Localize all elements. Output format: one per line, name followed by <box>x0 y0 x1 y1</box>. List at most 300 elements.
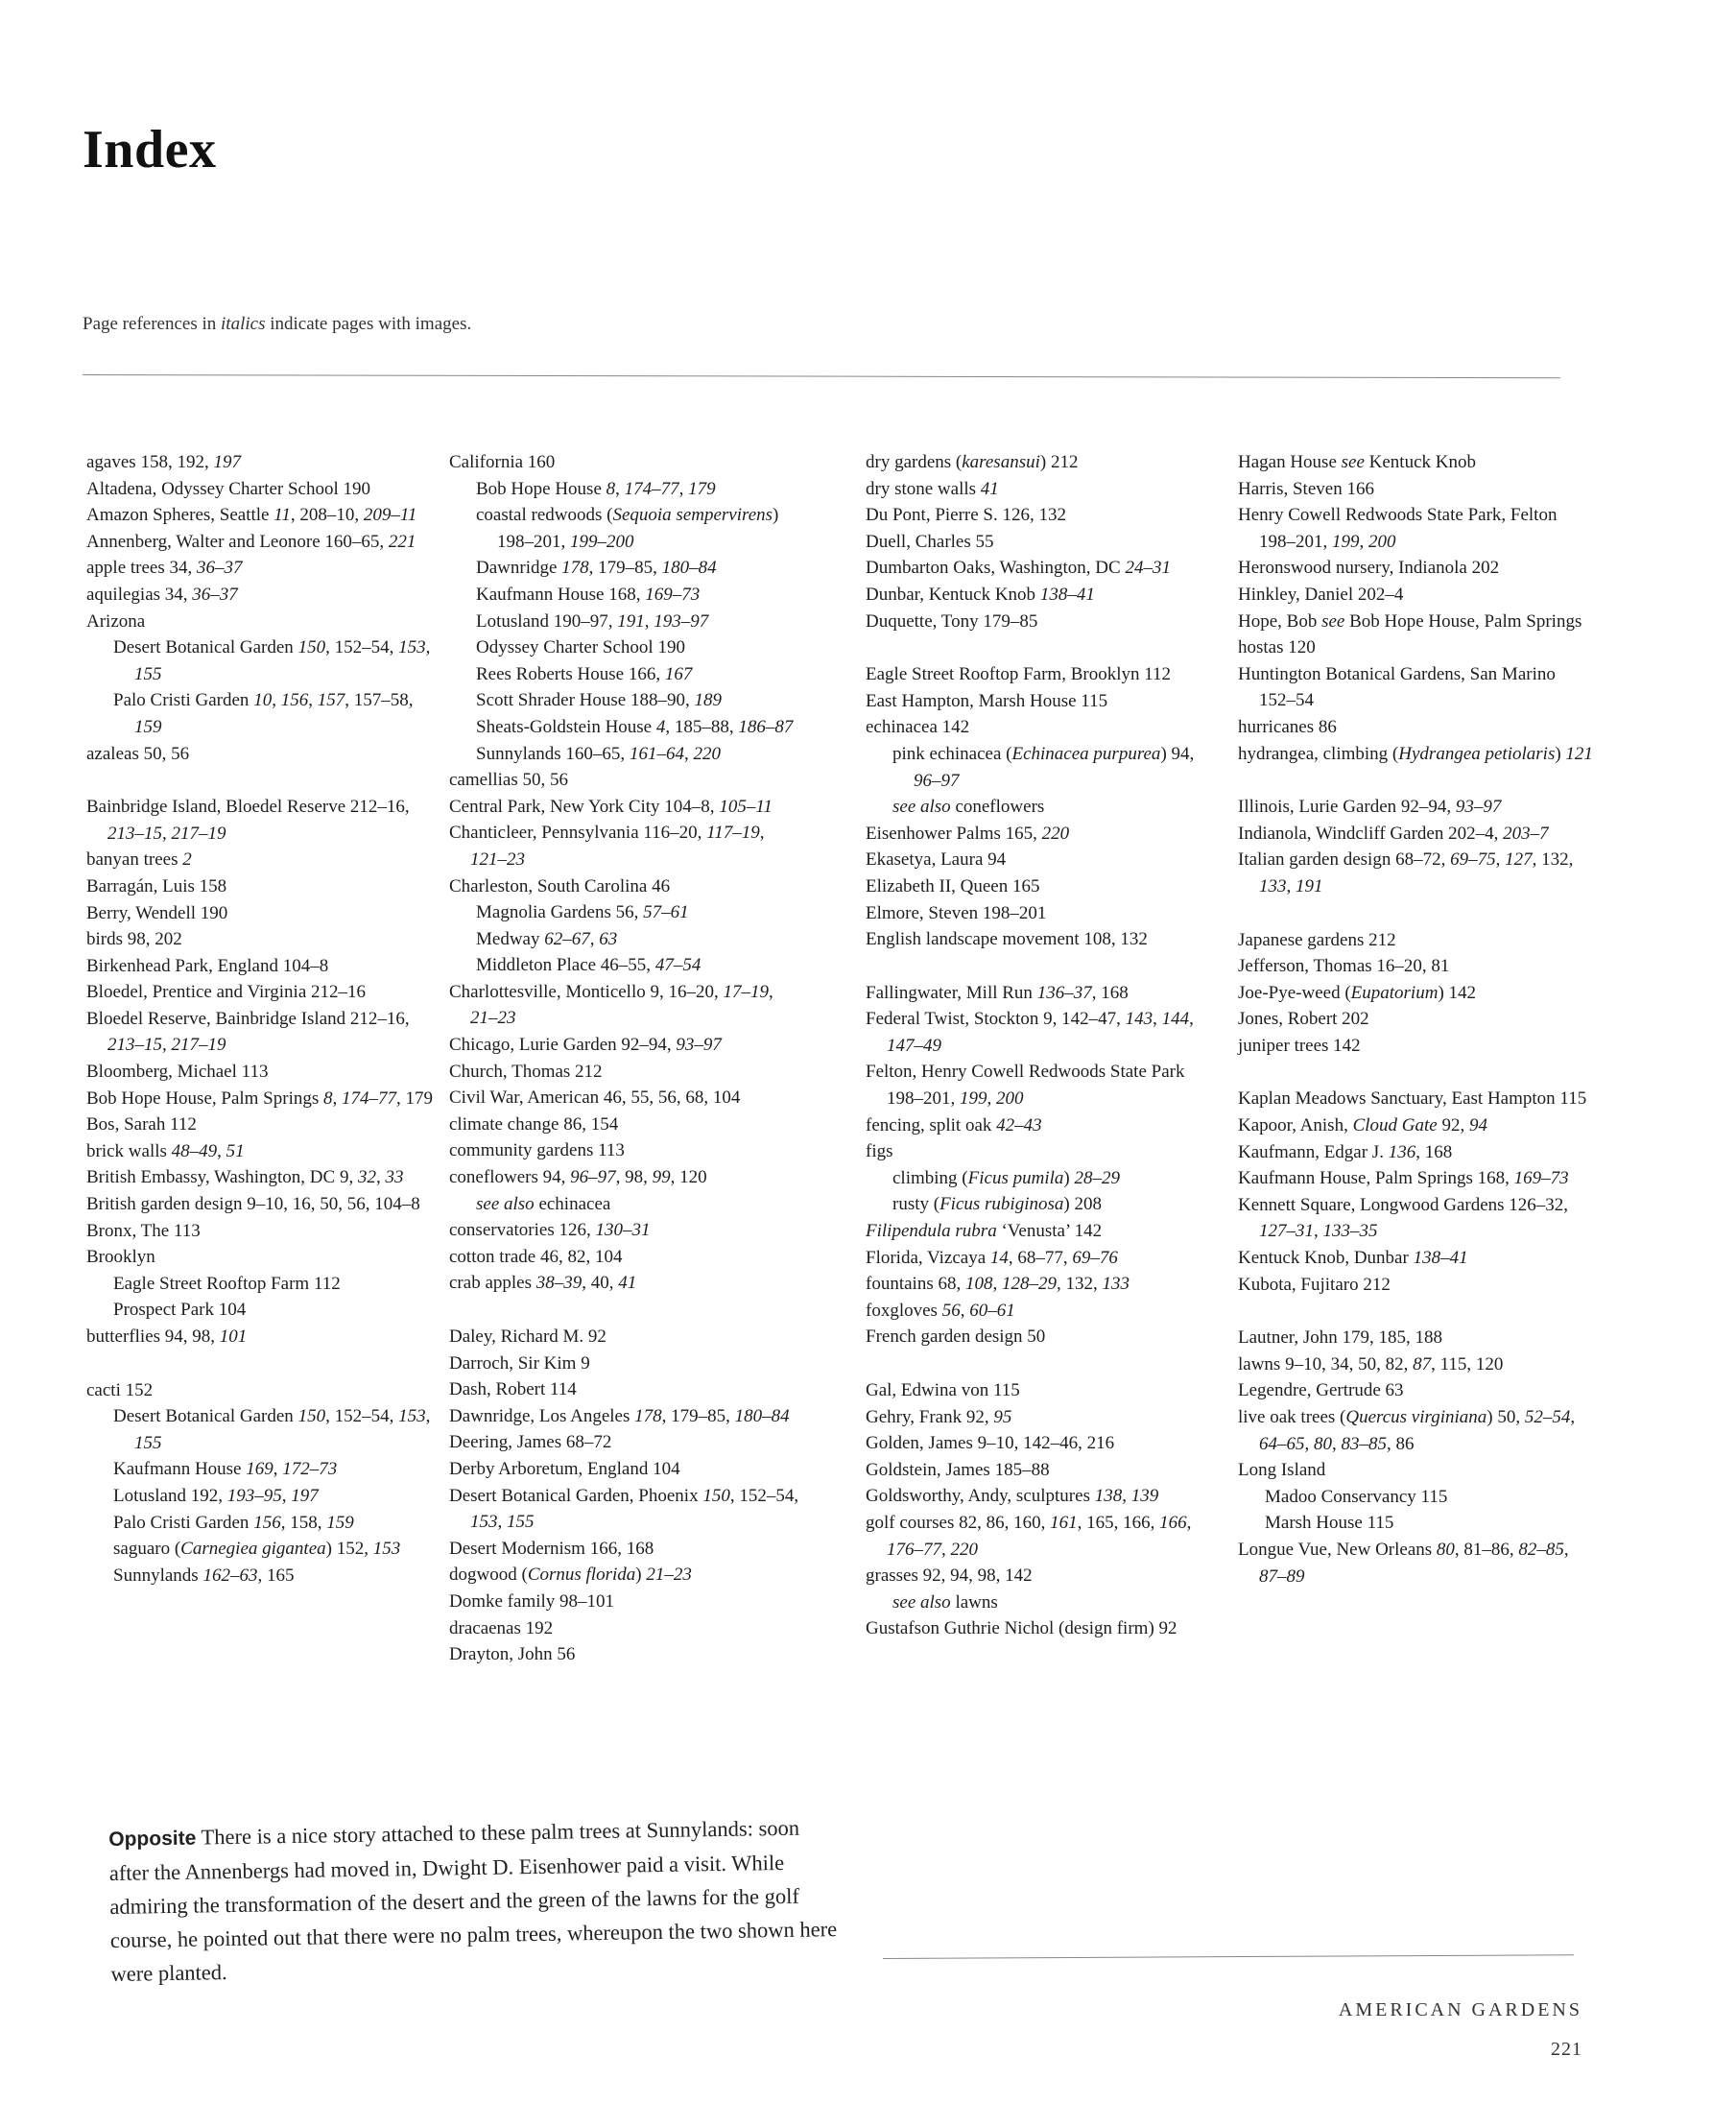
index-entry <box>1238 794 1593 821</box>
index-entry <box>866 900 1221 927</box>
entry-text: Desert Botanical Garden, Phoenix <box>449 1485 703 1506</box>
index-entry <box>1238 1377 1593 1404</box>
entry-text: climate change 86, 154 <box>449 1113 619 1135</box>
index-note-before: Page references in <box>83 314 222 334</box>
entry-italic-text: see <box>1341 452 1365 472</box>
entry-italic-text: Cornus florida <box>527 1565 636 1586</box>
index-entry <box>449 449 804 476</box>
index-entry <box>1238 1033 1593 1060</box>
entry-text: , <box>425 637 431 658</box>
index-entry <box>86 873 441 900</box>
index-subentry <box>449 926 804 953</box>
index-entry <box>449 1244 804 1271</box>
entry-text: camellias 50, 56 <box>449 770 568 791</box>
entry-italic-text: 80 <box>1436 1539 1455 1560</box>
entry-italic-text: 155 <box>507 1512 535 1533</box>
entry-italic-text: 153 <box>398 1406 426 1427</box>
entry-text: , <box>281 1485 292 1506</box>
entry-italic-text: see also <box>476 1193 535 1214</box>
index-subentry <box>449 661 804 688</box>
entry-text: , <box>1495 849 1506 871</box>
index-subentry <box>449 582 804 609</box>
index-subentry <box>866 794 1221 821</box>
entry-text: Birkenhead Park, England 104–8 <box>86 955 329 976</box>
entry-text: Lotusland 190–97, <box>476 610 618 632</box>
entry-text: , <box>332 1087 342 1109</box>
entry-text: , 40, <box>582 1273 619 1294</box>
entry-text: Longue Vue, New Orleans <box>1238 1539 1437 1560</box>
entry-italic-text: 17–19 <box>723 981 769 1002</box>
entry-italic-text: 139 <box>1130 1486 1159 1507</box>
entry-italic-text: 150 <box>297 1406 326 1427</box>
index-entry <box>866 609 1221 635</box>
index-entry <box>866 1510 1221 1563</box>
index-entry <box>449 1059 804 1086</box>
index-entry <box>449 1085 804 1111</box>
index-entry <box>866 926 1221 953</box>
entry-text: , 165 <box>257 1565 295 1586</box>
entry-italic-text: Filipendula rubra <box>866 1221 997 1242</box>
entry-italic-text: 191 <box>617 610 645 632</box>
index-entry <box>449 1324 804 1350</box>
entry-italic-text: 199–200 <box>570 531 634 552</box>
entry-text: , 158, <box>280 1512 327 1533</box>
index-subentry <box>86 687 441 740</box>
entry-italic-text: 147–49 <box>887 1035 941 1056</box>
entry-text: ) 50, <box>1486 1407 1525 1427</box>
entry-text: Gustafson Guthrie Nichol (design firm) 92 <box>866 1618 1177 1639</box>
entry-italic-text: see also <box>892 797 951 818</box>
index-entry <box>449 1456 804 1483</box>
index-entry <box>866 582 1221 609</box>
index-entry <box>449 1403 804 1430</box>
index-entry <box>86 953 441 980</box>
entry-italic-text: 56 <box>941 1300 961 1321</box>
entry-text: fountains 68, <box>866 1274 965 1295</box>
index-entry <box>449 979 804 1032</box>
index-entry <box>866 1324 1221 1350</box>
entry-italic-text: 176–77 <box>887 1539 941 1560</box>
entry-italic-text: 87 <box>1413 1353 1432 1374</box>
entry-text: 92, <box>1437 1115 1469 1136</box>
entry-text: Goldsworthy, Andy, sculptures <box>866 1486 1095 1507</box>
entry-text: Magnolia Gardens 56, <box>476 902 644 923</box>
entry-text: Elmore, Steven 198–201 <box>866 902 1047 923</box>
entry-italic-text: Eupatorium <box>1350 982 1439 1003</box>
index-entry <box>1238 1006 1593 1033</box>
entry-text: , <box>992 1274 1002 1295</box>
index-entry <box>86 741 441 768</box>
entry-italic-text: 127–31 <box>1259 1221 1314 1242</box>
entry-italic-text: 166 <box>1159 1512 1187 1533</box>
entry-text: , 132, <box>1532 849 1574 871</box>
index-entry <box>866 1483 1221 1510</box>
entry-italic-text: Ficus pumila <box>967 1167 1064 1188</box>
index-entry <box>866 661 1221 688</box>
entry-text: , <box>162 823 172 844</box>
entry-text: , <box>589 928 600 949</box>
index-entry <box>1238 741 1593 768</box>
entry-italic-text: 87–89 <box>1259 1565 1305 1587</box>
index-subentry <box>866 1191 1221 1218</box>
entry-text: Deering, James 68–72 <box>449 1432 612 1453</box>
entry-italic-text: 127 <box>1505 849 1533 871</box>
entry-text: birds 98, 202 <box>86 929 182 950</box>
entry-text: , 168 <box>1091 982 1129 1003</box>
entry-italic-text: 96–97 <box>570 1167 616 1188</box>
entry-text: Ekasetya, Laura 94 <box>866 849 1007 871</box>
entry-italic-text: 213–15 <box>107 823 162 844</box>
entry-text: lawns 9–10, 34, 50, 82, <box>1238 1353 1414 1374</box>
entry-italic-text: 169–73 <box>1513 1168 1569 1189</box>
entry-text: Kaplan Meadows Sanctuary, East Hampton 115 <box>1238 1088 1587 1110</box>
entry-italic-text: 82–85 <box>1518 1539 1564 1560</box>
entry-italic-text: 172–73 <box>282 1459 338 1480</box>
index-subentry <box>86 1483 441 1510</box>
entry-text: , 165, 166, <box>1077 1512 1160 1533</box>
entry-text: Dawnridge <box>476 558 562 579</box>
entry-text: Eisenhower Palms 165, <box>866 823 1042 844</box>
entry-italic-text: 189 <box>694 690 722 711</box>
entry-text: Altadena, Odyssey Charter School 190 <box>86 478 371 499</box>
entry-italic-text: 133–35 <box>1322 1221 1378 1242</box>
entry-text: Hagan House <box>1238 452 1342 472</box>
entry-text: , 179 <box>396 1087 433 1109</box>
entry-text: Federal Twist, Stockton 9, 142–47, <box>866 1009 1126 1030</box>
entry-italic-text: 69–76 <box>1072 1247 1118 1268</box>
entry-italic-text: 133 <box>1259 875 1287 896</box>
index-entry <box>86 1324 441 1350</box>
running-head: AMERICAN GARDENS <box>1338 1999 1582 2020</box>
entry-text: , <box>1153 1009 1162 1030</box>
index-entry <box>866 1218 1221 1245</box>
index-subentry <box>449 555 804 582</box>
entry-text: Drayton, John 56 <box>449 1644 576 1665</box>
entry-text: Central Park, New York City 104–8, <box>449 796 720 817</box>
entry-text: Bloedel, Prentice and Virginia 212–16 <box>86 982 367 1003</box>
entry-text: Amazon Spheres, Seattle <box>86 505 274 526</box>
entry-text: hydrangea, climbing ( <box>1238 743 1399 764</box>
entry-text: , <box>987 1088 996 1110</box>
index-subentry <box>86 1563 441 1589</box>
index-entry <box>86 476 441 503</box>
index-entry <box>449 820 804 872</box>
entry-italic-text: 150 <box>702 1485 730 1506</box>
index-entry <box>866 1615 1221 1642</box>
entry-text: ) 208 <box>1063 1194 1102 1215</box>
index-subentry <box>449 714 804 741</box>
entry-italic-text: 200 <box>1368 531 1396 552</box>
index-entry <box>86 609 441 635</box>
entry-text: , <box>1314 1221 1323 1242</box>
entry-text: Charlottesville, Monticello 9, 16–20, <box>449 981 724 1002</box>
entry-text: , 120 <box>670 1167 707 1188</box>
entry-italic-text: 121–23 <box>470 848 525 870</box>
index-entry <box>1238 1165 1593 1192</box>
entry-italic-text: 93–97 <box>676 1035 722 1056</box>
entry-text: , <box>1122 1486 1131 1507</box>
entry-text: fencing, split oak <box>866 1114 997 1135</box>
index-entry <box>1238 1537 1593 1589</box>
entry-text: , <box>1563 1539 1569 1560</box>
entry-text: golf courses 82, 86, 160, <box>866 1512 1051 1533</box>
index-entry <box>866 847 1221 873</box>
index-entry <box>1238 847 1593 899</box>
index-column-4 <box>1238 449 1593 1589</box>
entry-italic-text: 156 <box>253 1512 281 1533</box>
bottom-rule <box>883 1954 1574 1959</box>
section-gap <box>866 634 1221 661</box>
index-entry <box>1238 1457 1593 1484</box>
entry-text: , 152–54, <box>325 1406 399 1427</box>
index-entry <box>449 767 804 794</box>
index-entry <box>866 821 1221 848</box>
entry-italic-text: 41 <box>618 1273 637 1294</box>
section-gap <box>1238 767 1593 794</box>
entry-italic-text: 199 <box>960 1088 987 1110</box>
entry-text: Daley, Richard M. 92 <box>449 1326 606 1347</box>
entry-italic-text: 11 <box>273 505 291 526</box>
entry-text: Sunnylands 160–65, <box>476 743 630 764</box>
entry-italic-text: 48–49 <box>171 1140 218 1161</box>
entry-italic-text: 169–73 <box>645 584 701 605</box>
index-entry <box>1238 1404 1593 1457</box>
entry-text: , <box>497 1512 507 1533</box>
index-entry <box>866 688 1221 715</box>
entry-text: , <box>1570 1407 1576 1427</box>
entry-italic-text: 130–31 <box>595 1220 651 1241</box>
entry-text: cacti 152 <box>86 1379 154 1400</box>
entry-text: Bloedel Reserve, Bainbridge Island 212–16, <box>86 1008 410 1029</box>
entry-text: agaves 158, 192, <box>86 452 214 472</box>
opposite-caption <box>108 1810 841 1991</box>
entry-italic-text: 180–84 <box>661 558 717 579</box>
section-gap <box>1238 1298 1593 1325</box>
index-entry <box>86 926 441 953</box>
index-entry <box>866 476 1221 503</box>
index-entry <box>866 1112 1221 1139</box>
entry-text: dry stone walls <box>866 478 981 499</box>
entry-text: Kaufmann House <box>113 1459 247 1480</box>
entry-italic-text: 93–97 <box>1455 797 1502 818</box>
entry-italic-text: 213–15 <box>107 1035 162 1056</box>
entry-text: figs <box>866 1141 893 1162</box>
page-number: 221 <box>1551 2039 1582 2060</box>
entry-text: Desert Botanical Garden <box>113 1406 298 1427</box>
entry-text: Brooklyn <box>86 1247 155 1268</box>
entry-text: Domke family 98–101 <box>449 1590 615 1612</box>
entry-italic-text: 32 <box>357 1167 376 1188</box>
entry-italic-text: 21–23 <box>470 1008 516 1029</box>
index-entry <box>866 1430 1221 1457</box>
entry-italic-text: 80 <box>1314 1433 1332 1454</box>
entry-italic-text: Ficus rubiginosa <box>939 1194 1064 1215</box>
entry-italic-text: 57–61 <box>643 902 689 923</box>
index-entry <box>449 1032 804 1059</box>
entry-italic-text: 63 <box>599 928 618 949</box>
entry-text: Kaufmann, Edgar J. <box>1238 1141 1389 1162</box>
entry-text: , <box>1189 1009 1194 1030</box>
entry-text: ) 198–201, <box>497 505 779 552</box>
entry-text: Rees Roberts House 166, <box>476 663 665 684</box>
entry-text: Kaufmann House, Palm Springs 168, <box>1238 1168 1514 1189</box>
entry-italic-text: 174–77 <box>624 478 679 499</box>
index-entry <box>866 1138 1221 1165</box>
entry-text: Gal, Edwina von 115 <box>866 1380 1020 1400</box>
page-title: Index <box>83 120 217 179</box>
index-entry <box>1238 927 1593 954</box>
entry-text: Medway <box>476 928 545 949</box>
entry-text: , 132, <box>1056 1274 1103 1295</box>
entry-text: , <box>162 1035 172 1056</box>
entry-text: , <box>273 1459 283 1480</box>
entry-text: Du Pont, Pierre S. 126, 132 <box>866 505 1066 526</box>
index-entry <box>449 1536 804 1563</box>
entry-text: Italian garden design 68–72, <box>1238 849 1451 871</box>
index-entry <box>86 555 441 582</box>
entry-italic-text: 52–54 <box>1524 1407 1571 1427</box>
index-entry <box>86 1164 441 1191</box>
entry-italic-text: 138–41 <box>1039 584 1095 605</box>
entry-italic-text: 209–11 <box>363 505 417 526</box>
entry-italic-text: 121 <box>1565 743 1593 764</box>
entry-text: Dumbarton Oaks, Washington, DC <box>866 558 1126 579</box>
entry-italic-text: 51 <box>226 1140 245 1161</box>
entry-text: , <box>678 478 689 499</box>
entry-text: Bob Hope House, Palm Springs <box>1344 610 1582 632</box>
index-entry <box>866 1059 1221 1111</box>
index-entry <box>86 900 441 927</box>
index-entry <box>1238 1272 1593 1299</box>
index-entry <box>86 794 441 847</box>
entry-text: Derby Arboretum, England 104 <box>449 1458 680 1479</box>
entry-text: Bloomberg, Michael 113 <box>86 1062 269 1083</box>
index-entry <box>86 529 441 556</box>
entry-italic-text: 2 <box>182 849 192 871</box>
entry-italic-text: 179 <box>688 478 716 499</box>
entry-text: Goldstein, James 185–88 <box>866 1459 1050 1480</box>
entry-text: dracaenas 192 <box>449 1617 554 1638</box>
entry-text: Hope, Bob <box>1238 610 1322 632</box>
entry-text: , <box>375 1167 386 1188</box>
entry-text: climbing ( <box>892 1167 968 1188</box>
entry-text: , 98, <box>615 1167 653 1188</box>
entry-italic-text: 64–65 <box>1259 1433 1305 1454</box>
entry-text: ) <box>1063 1167 1075 1188</box>
entry-italic-text: Hydrangea petiolaris <box>1398 743 1556 764</box>
entry-text: Dash, Robert 114 <box>449 1379 577 1400</box>
entry-text: , 179–85, <box>588 558 662 579</box>
entry-text: ) 94, <box>1160 743 1195 764</box>
index-subentry <box>86 1510 441 1537</box>
entry-italic-text: 193–97 <box>654 610 709 632</box>
entry-text: Legendre, Gertrude 63 <box>1238 1380 1404 1401</box>
entry-text: French garden design 50 <box>866 1326 1046 1348</box>
entry-text: , <box>1332 1433 1342 1454</box>
entry-text: Kaufmann House 168, <box>476 584 646 605</box>
entry-text: , <box>615 478 625 499</box>
entry-text: ) 212 <box>1039 452 1079 472</box>
index-entry <box>449 1483 804 1536</box>
entry-italic-text: 60–61 <box>969 1300 1015 1321</box>
section-gap <box>866 953 1221 980</box>
index-entry <box>86 1111 441 1138</box>
index-entry <box>866 1563 1221 1589</box>
entry-text: banyan trees <box>86 849 183 871</box>
entry-text: Kennett Square, Longwood Gardens 126–32, <box>1238 1194 1569 1215</box>
entry-italic-text: 162–63 <box>202 1565 258 1586</box>
entry-text: foxgloves <box>866 1300 942 1321</box>
entry-italic-text: 153 <box>470 1512 498 1533</box>
entry-italic-text: 220 <box>950 1539 978 1560</box>
entry-text: , 81–86, <box>1454 1539 1519 1560</box>
entry-text: , <box>1286 875 1296 896</box>
index-entry <box>866 1457 1221 1484</box>
entry-text: Bob Hope House <box>476 478 606 499</box>
entry-text: , <box>960 1300 970 1321</box>
index-subentry <box>86 1403 441 1456</box>
entry-text: grasses 92, 94, 98, 142 <box>866 1565 1033 1587</box>
entry-text: , 179–85, <box>661 1405 735 1426</box>
index-entry <box>1238 1245 1593 1272</box>
entry-italic-text: 178 <box>561 558 589 579</box>
entry-italic-text: 180–84 <box>734 1405 790 1426</box>
entry-text: Indianola, Windcliff Garden 202–4, <box>1238 823 1504 844</box>
entry-italic-text: 161–64 <box>629 743 684 764</box>
index-entry <box>86 1006 441 1059</box>
entry-text: Felton, Henry Cowell Redwoods State Park 198–201, <box>866 1062 1185 1110</box>
entry-italic-text: Sequoia sempervirens <box>612 505 773 526</box>
entry-text: Dunbar, Kentuck Knob <box>866 584 1040 605</box>
index-entry <box>1238 476 1593 503</box>
entry-text: juniper trees 142 <box>1238 1035 1361 1056</box>
entry-text: Jones, Robert 202 <box>1238 1009 1369 1030</box>
entry-italic-text: 169 <box>246 1459 273 1480</box>
entry-italic-text: 101 <box>219 1326 248 1347</box>
entry-text: Gehry, Frank 92, <box>866 1406 994 1427</box>
entry-text: hurricanes 86 <box>1238 716 1337 737</box>
entry-text: Kapoor, Anish, <box>1238 1115 1353 1136</box>
entry-text: Chanticleer, Pennsylvania 116–20, <box>449 823 707 844</box>
entry-text: , 157–58, <box>345 690 414 711</box>
entry-text: Palo Cristi Garden <box>113 690 254 711</box>
index-subentry <box>449 741 804 768</box>
entry-text: Heronswood nursery, Indianola 202 <box>1238 558 1500 579</box>
entry-text: Hinkley, Daniel 202–4 <box>1238 584 1404 605</box>
index-subentry <box>449 1191 804 1218</box>
entry-text: English landscape movement 108, 132 <box>866 929 1148 950</box>
entry-text: aquilegias 34, <box>86 584 193 605</box>
index-entry <box>1238 555 1593 582</box>
entry-text: rusty ( <box>892 1194 940 1215</box>
section-gap <box>866 1350 1221 1377</box>
entry-text: Prospect Park 104 <box>113 1300 247 1321</box>
index-entry <box>1238 1139 1593 1166</box>
entry-text: ‘Venusta’ 142 <box>996 1221 1103 1242</box>
entry-text: , <box>1359 531 1368 552</box>
entry-text: , <box>217 1140 226 1161</box>
entry-italic-text: 200 <box>996 1088 1024 1110</box>
entry-text: apple trees 34, <box>86 558 198 579</box>
entry-text: azaleas 50, 56 <box>86 743 190 764</box>
index-entry <box>449 1164 804 1191</box>
entry-text: Scott Shrader House 188–90, <box>476 690 695 711</box>
index-entry <box>866 555 1221 582</box>
section-gap <box>86 1350 441 1377</box>
entry-italic-text: 42–43 <box>996 1114 1042 1135</box>
index-note <box>83 314 471 335</box>
entry-text: lawns <box>950 1591 998 1613</box>
